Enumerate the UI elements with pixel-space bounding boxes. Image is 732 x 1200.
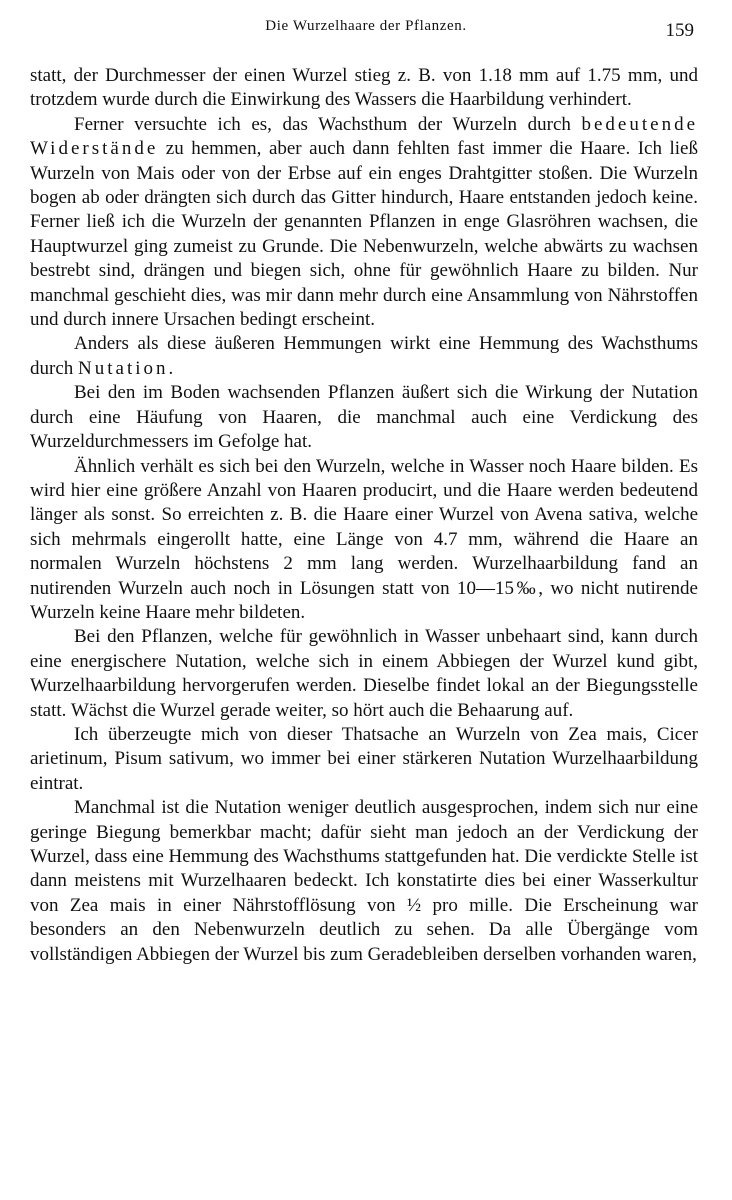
paragraph-8 [30, 796, 698, 967]
spaced-emphasis-nutation: Nutation [78, 357, 169, 379]
paragraph-6 [30, 625, 698, 723]
paragraph-3-text-b: . [168, 357, 174, 379]
running-head [0, 18, 732, 44]
paragraph-1 [30, 64, 698, 113]
paragraph-6-text: Bei den Pflanzen, welche für gewöhnlich in Wasser unbehaart sind, kann durch eine energischere Nutation, welche sich in einem Abbiegen der Wurzel kund gibt, Wurzelhaarbildung hervorgerufen werden. Dieselbe findet lokal an der Biegungsstelle statt. Wächst die Wurzel gerade weiter, so hört auch die Behaarung auf. [30, 626, 698, 721]
spaced-emphasis: bedeutende Widerstände [30, 113, 698, 160]
page-number: 159 [665, 20, 694, 41]
paragraph-2-text-b: zu hemmen, aber auch dann fehlten fast immer die Haare. Ich ließ Wurzeln von Mais oder von der Erbse auf ein enges Drahtgitter stoßen. Die Wurzeln bogen ab oder drängten sich durch das Gitter hindurch, Haare entstanden jedoch keine. Ferner ließ ich die Wurzeln der genannten Pflanzen in enge Glasröhren wachsen, die Hauptwurzel ging zumeist zu Grunde. Die Nebenwurzeln, welche abwärts zu wachsen bestrebt sind, drängen und biegen sich, ohne für gewöhnlich Haare zu bilden. Nur manchmal geschieht dies, was mir dann mehr durch eine Ansammlung von Nährstoffen und durch innere Ursachen bedingt erscheint. [30, 138, 698, 331]
paragraph-7-text: Ich überzeugte mich von dieser Thatsache an Wurzeln von Zea mais, Cicer arietinum, Pisum sativum, wo immer bei einer stärkeren Nutation Wurzelhaarbildung eintrat. [30, 723, 698, 794]
paragraph-4-text: Bei den im Boden wachsenden Pflanzen äußert sich die Wirkung der Nutation durch eine Häufung von Haaren, die manchmal auch eine Verdickung des Wurzeldurchmessers im Gefolge hat. [30, 382, 698, 453]
body-text [30, 64, 698, 967]
paragraph-3 [30, 332, 698, 381]
paragraph-7 [30, 723, 698, 796]
paragraph-4 [30, 381, 698, 454]
paragraph-3-text-a: Anders als diese äußeren Hemmungen wirkt eine Hemmung des Wachsthums durch [30, 333, 698, 379]
paragraph-5-text: Ähnlich verhält es sich bei den Wurzeln, welche in Wasser noch Haare bilden. Es wird hier eine größere Anzahl von Haaren producirt, und die Haare werden bedeutend länger als sonst. So erreichten z. B. die Haare einer Wurzel von Avena sativa, welche sich mehrmals eingerollt hatte, eine Länge von 4.7 mm, während die Haare an normalen Wurzeln höchstens 2 mm lang werden. Wurzelhaarbildung fand an nutirenden Wurzeln auch noch in Lösungen statt von 10—15‰, wo nicht nutirende Wurzeln keine Haare mehr bildeten. [30, 455, 698, 623]
paragraph-2-text-a: Ferner versuchte ich es, das Wachsthum der Wurzeln durch [74, 113, 582, 135]
paragraph-2 [30, 113, 698, 333]
paragraph-1-text: statt, der Durchmesser der einen Wurzel stieg z. B. von 1.18 mm auf 1.75 mm, und trotzdem wurde durch die Einwirkung des Wassers die Haarbildung verhindert. [30, 65, 698, 111]
running-title: Die Wurzelhaare der Pflanzen. [265, 18, 467, 34]
paragraph-5 [30, 455, 698, 626]
paragraph-8-text: Manchmal ist die Nutation weniger deutlich ausgesprochen, indem sich nur eine geringe Biegung bemerkbar macht; dafür sieht man jedoch an der Verdickung der Wurzel, dass eine Hemmung des Wachsthums stattgefunden hat. Die verdickte Stelle ist dann meistens mit Wurzelhaaren bedeckt. Ich konstatirte dies bei einer Wasserkultur von Zea mais in einer Nährstofflösung von ½ pro mille. Die Erscheinung war besonders an den Nebenwurzeln deutlich zu sehen. Da alle Übergänge vom vollständigen Abbiegen der Wurzel bis zum Geradebleiben derselben vorhanden waren, [30, 797, 698, 965]
